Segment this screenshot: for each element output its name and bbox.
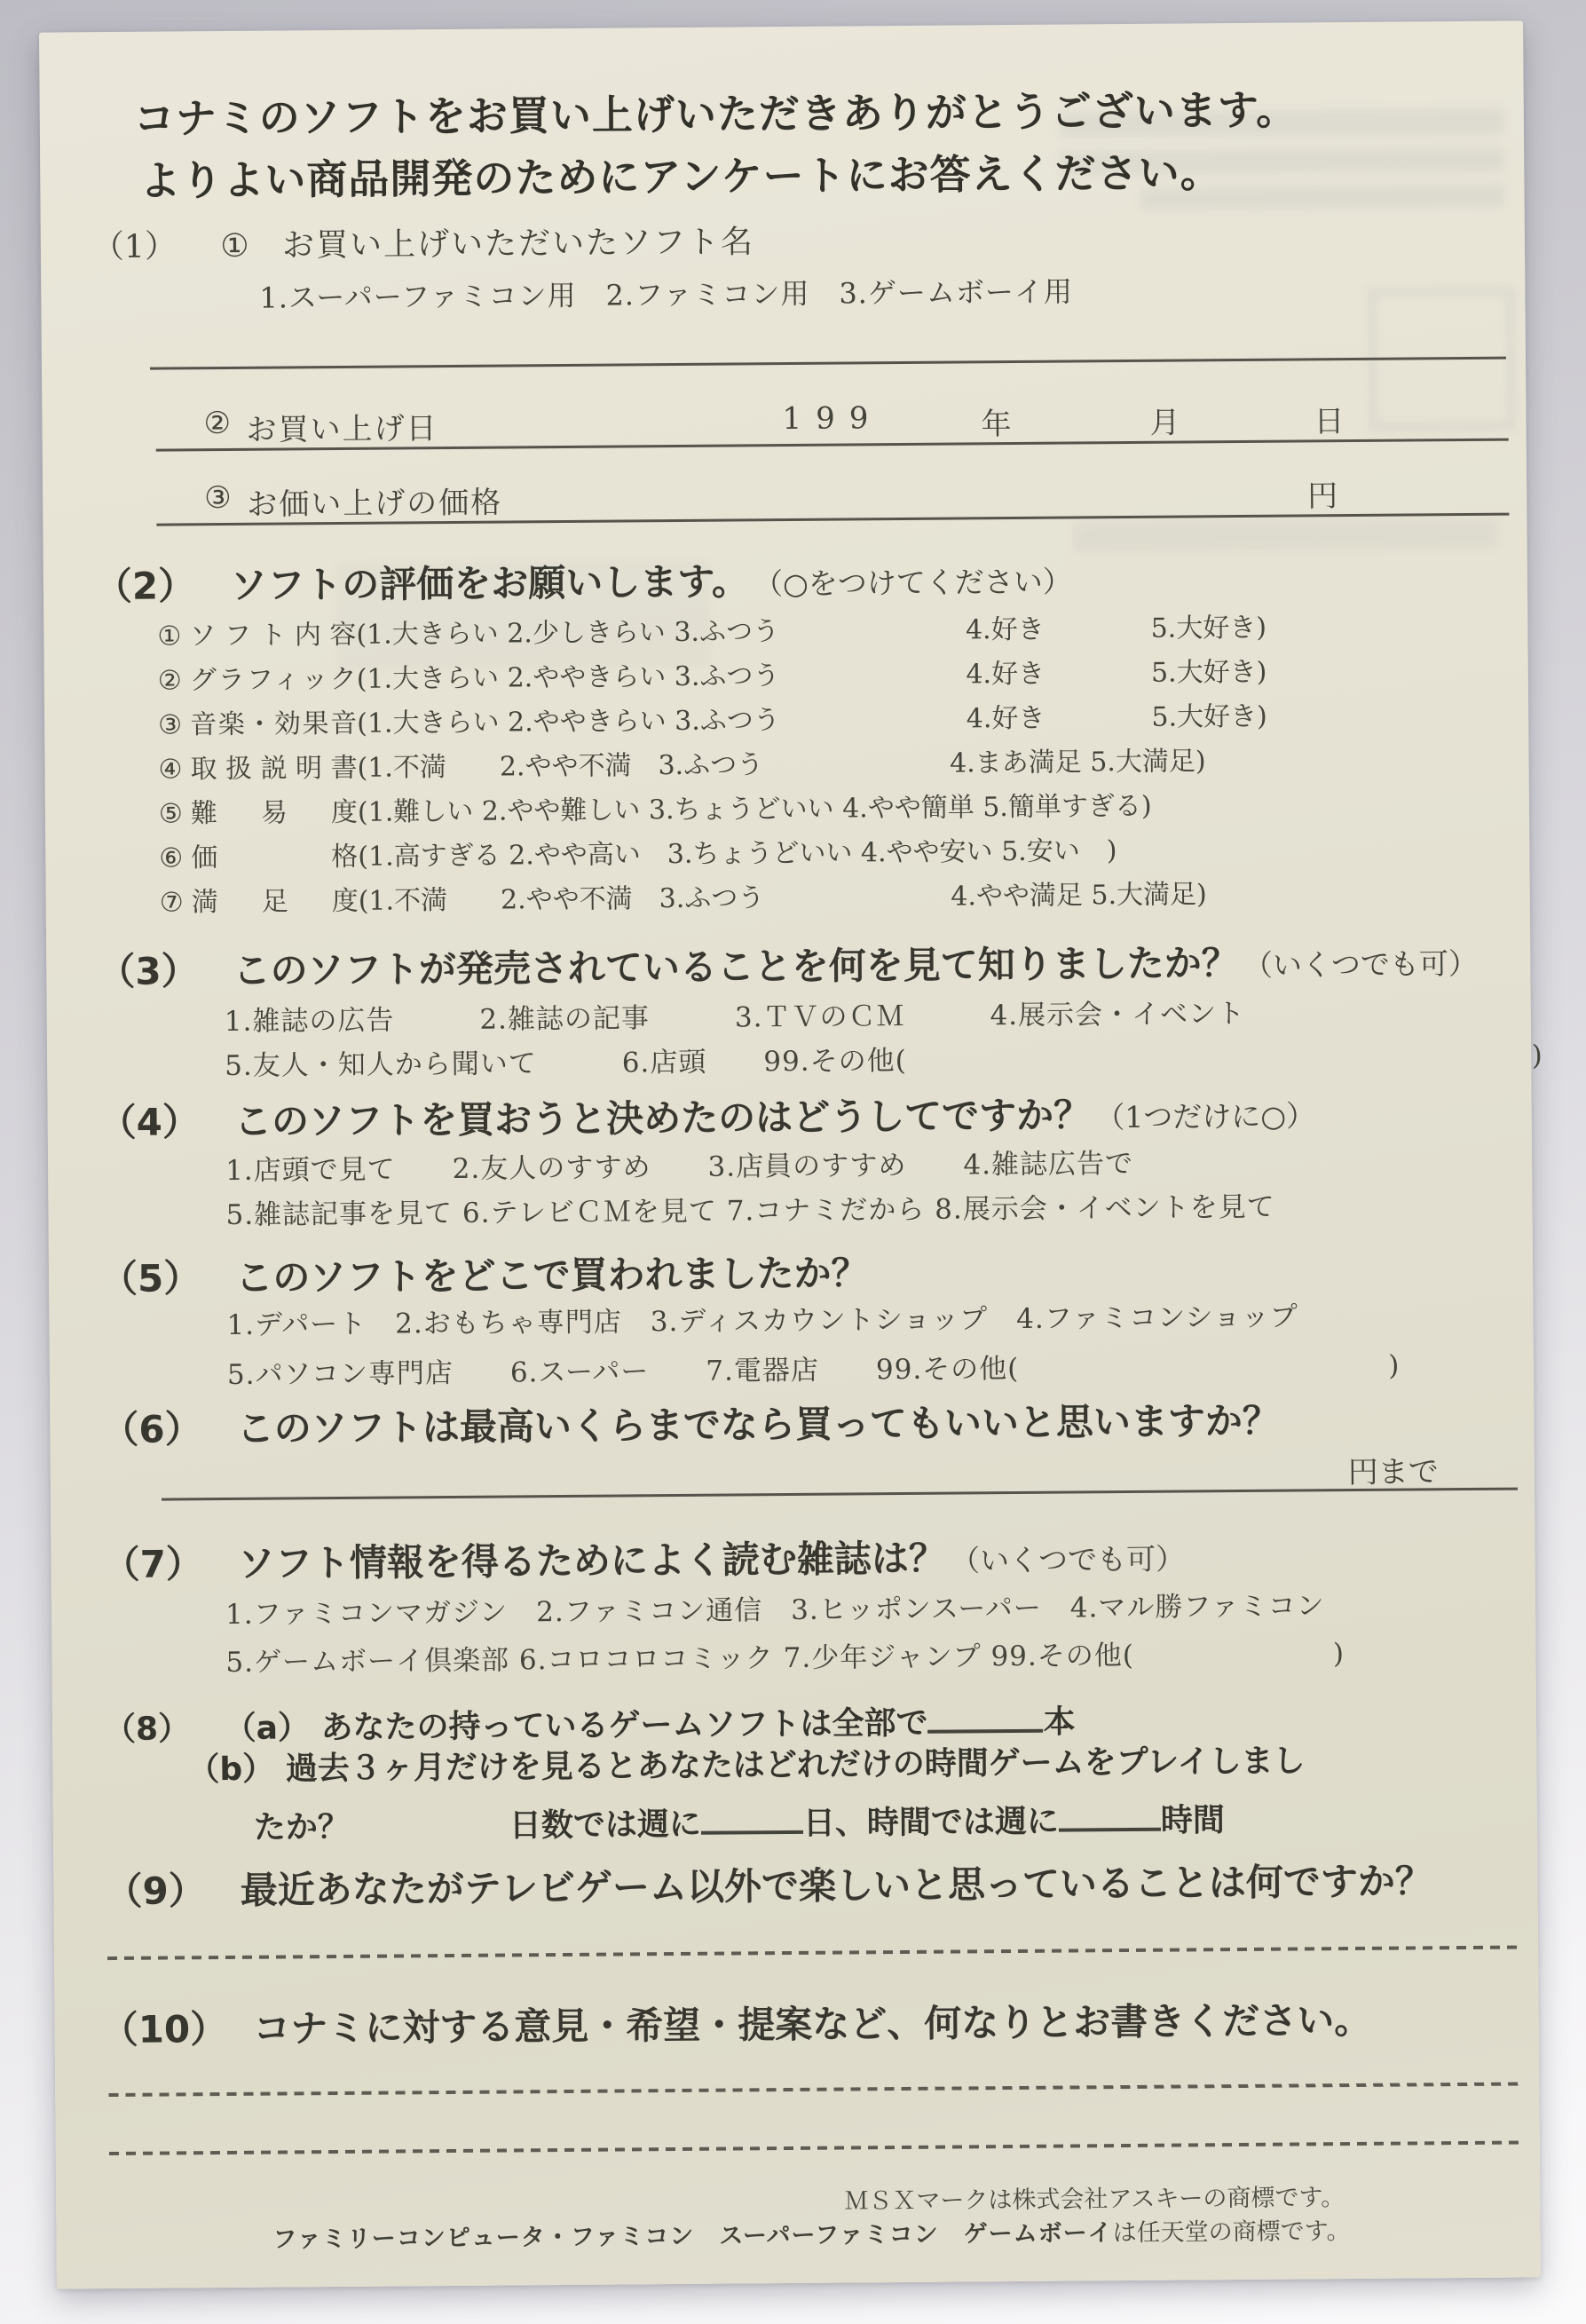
q6-title: このソフトは最高いくらまでなら買ってもいいと思いますか？ xyxy=(236,1398,1281,1451)
q2-label: （2） xyxy=(94,564,196,609)
q7-note: （いくつでも可） xyxy=(950,1541,1186,1578)
nintendo-trademark-text: は任天堂の商標です。 xyxy=(1112,2217,1351,2248)
q8b-hours-unit: 時間 xyxy=(1160,1802,1226,1839)
q4-title: このソフトを買おうと決めたのはどうしてですか？ xyxy=(233,1093,1092,1143)
rating-num: ④ xyxy=(158,754,183,786)
q1a-num: ① xyxy=(220,227,249,265)
rating-scale: (1.難しい 2.やや難しい 3.ちょうどいい 4.やや簡単 5.簡単すぎる) xyxy=(357,790,1152,828)
q8-label: （8） xyxy=(103,1711,191,1749)
rating-row xyxy=(160,872,1207,919)
question-4-header xyxy=(99,1084,1315,1147)
q1b-text: お買い上げ日 xyxy=(246,411,438,448)
rating-name: ソフト内容 xyxy=(189,619,357,652)
nintendo-logos-text: ファミリーコンピュータ・ファミコン スーパーファミコン ゲームボーイ xyxy=(272,2219,1113,2254)
q6-unit: 円まで xyxy=(1347,1454,1439,1491)
q8b-days-unit: 日、 xyxy=(802,1805,868,1842)
dashed-separator xyxy=(107,1946,1522,1961)
footer-trademark-msx: ＭＳＸマークは株式会社アスキーの商標です。 xyxy=(844,2184,1345,2216)
rating-num: ⑥ xyxy=(159,842,184,874)
rating-row xyxy=(158,694,1267,742)
q8b-prefix: （b） xyxy=(187,1751,275,1789)
rating-scale: (1.高すぎる 2.やや高い 3.ちょうどいい 4.やや安い 5.安い ) xyxy=(358,835,1117,873)
rating-row xyxy=(159,828,1117,874)
q1a-options: 1.スーパーファミコン用 2.ファミコン用 3.ゲームボーイ用 xyxy=(259,274,1074,315)
rating-num: ③ xyxy=(158,709,183,741)
q1c-unit: 円 xyxy=(1307,478,1338,515)
question-9-header xyxy=(105,1852,1432,1916)
question-8b-row2 xyxy=(254,1795,1225,1848)
showthrough-bar xyxy=(1072,518,1498,552)
q8a-prefix: （a） xyxy=(224,1710,311,1748)
title-line-1: コナミのソフトをお買い上げいただきありがとうございます。 xyxy=(133,85,1298,143)
rating-row xyxy=(158,650,1267,698)
blank-days-per-week xyxy=(701,1802,803,1835)
q1-label: （1） xyxy=(91,228,178,266)
q9-title: 最近あなたがテレビゲーム以外で楽しいと思っていることは何ですか？ xyxy=(240,1859,1433,1912)
rating-row xyxy=(157,605,1266,653)
q3-label: （3） xyxy=(98,949,199,994)
question-7-header xyxy=(102,1528,1185,1590)
q6-label: （6） xyxy=(101,1407,202,1452)
question-1-row xyxy=(92,217,754,267)
rating-num: ① xyxy=(157,621,182,652)
rating-row xyxy=(159,784,1152,831)
q1a-text: お買い上げいただいたソフト名 xyxy=(281,224,755,265)
write-line-software-name xyxy=(150,357,1506,370)
rating-row xyxy=(158,739,1205,786)
q1b-num: ② xyxy=(203,405,232,442)
question-8b-row1 xyxy=(187,1735,1305,1790)
q8a-unit: 本 xyxy=(1043,1703,1076,1741)
q8b-days-label: 日数では週に xyxy=(509,1806,702,1845)
question-3-header xyxy=(98,932,1478,996)
q1c-row xyxy=(43,470,1527,523)
q1c-text: お価い上げの価格 xyxy=(247,485,503,523)
q3-note: （いくつでも可） xyxy=(1243,945,1479,983)
q5-options-1: 1.デパート 2.おもちゃ専門店 3.ディスカウントショップ 4.ファミコンショップ xyxy=(226,1300,1298,1341)
q10-label: （10） xyxy=(100,2007,228,2052)
q1c-num: ③ xyxy=(204,479,232,517)
rating-num: ② xyxy=(157,665,182,697)
dashed-separator xyxy=(108,2083,1523,2098)
q4-note: （1つだけに○） xyxy=(1095,1098,1316,1135)
rating-scale: (1.大きらい 2.ややきらい 3.ふつう 4.好き 5.大好き) xyxy=(357,700,1267,739)
q4-label: （4） xyxy=(99,1100,201,1145)
q7-options-2: 5.ゲームボーイ倶楽部 6.コロコロコミック 7.少年ジャンプ 99.その他( ) xyxy=(225,1638,1345,1680)
question-6-header xyxy=(101,1392,1280,1454)
title-line-2: よりよい商品開発のためにアンケートにお答えください。 xyxy=(139,148,1222,205)
q1b-year-digits: 199 xyxy=(782,400,883,438)
question-2-header xyxy=(95,549,1072,611)
rating-name: 価 格 xyxy=(191,841,359,874)
q4-options-2: 5.雑誌記事を見て 6.テレビＣＭを見て 7.コナミだから 8.展示会・イベントを見て xyxy=(225,1190,1275,1231)
write-line-max-price xyxy=(162,1488,1518,1501)
blank-total-games xyxy=(927,1701,1043,1734)
rating-scale: (1.大きらい 2.少しきらい 3.ふつう 4.好き 5.大好き) xyxy=(356,612,1267,651)
q8b-hours-label: 時間では週に xyxy=(866,1803,1060,1842)
q5-title: このソフトをどこで買われましたか？ xyxy=(235,1251,869,1300)
q8a-text: あなたの持っているゲームソフトは全部で xyxy=(320,1704,928,1747)
q8b-lead: たか？ xyxy=(253,1808,351,1846)
q7-title: ソフト情報を得るためによく読む雑誌は？ xyxy=(237,1536,947,1585)
rating-name: 満 足 度 xyxy=(191,885,359,919)
q2-note: （○をつけてください） xyxy=(753,564,1072,602)
q10-title: コナミに対する意見・希望・提案など、何なりとお書きください。 xyxy=(253,1997,1372,2051)
rating-num: ⑤ xyxy=(158,798,184,830)
question-10-header xyxy=(100,1991,1371,2054)
rating-num: ⑦ xyxy=(159,887,184,919)
rating-name: 取扱説明書 xyxy=(190,752,358,786)
rating-scale: (1.大きらい 2.ややきらい 3.ふつう 4.好き 5.大好き) xyxy=(356,656,1267,695)
q3-title: このソフトが発売されていることを何を見て知りましたか？ xyxy=(233,941,1240,992)
q1b-row xyxy=(42,395,1526,448)
rating-name: グラフィック xyxy=(189,663,357,697)
rating-scale: (1.不満 2.やや不満 3.ふつう 4.まあ満足 5.大満足) xyxy=(357,746,1206,784)
q1b-month: 月 xyxy=(1149,405,1180,441)
q2-title: ソフトの評価をお願いします。 xyxy=(230,559,750,607)
q5-label: （5） xyxy=(99,1256,201,1301)
rating-name: 音楽・効果音 xyxy=(190,707,358,741)
q8b-line1: 過去３ヶ月だけを見るとあなたはどれだけの時間ゲームをプレイしまし xyxy=(285,1743,1306,1788)
question-5-header xyxy=(100,1244,869,1303)
q7-options-1: 1.ファミコンマガジン 2.ファミコン通信 3.ヒッポンスーパー 4.マル勝ファミコン xyxy=(225,1590,1325,1632)
q5-options-2: 5.パソコン専門店 6.スーパー 7.電器店 99.その他( ) xyxy=(226,1349,1401,1391)
rating-name: 難 易 度 xyxy=(190,796,359,830)
q4-options-1: 1.店頭で見て 2.友人のすすめ 3.店員のすすめ 4.雑誌広告で xyxy=(225,1147,1134,1187)
blank-hours-per-week xyxy=(1059,1799,1161,1832)
q7-label: （7） xyxy=(102,1542,204,1587)
q3-options-2: 5.友人・知人から聞いて 6.店頭 99.その他( ) xyxy=(225,1039,1543,1082)
spacer xyxy=(350,1837,509,1838)
q3-options-1: 1.雑誌の広告 2.雑誌の記事 3.ＴＶのＣＭ 4.展示会・イベント xyxy=(224,997,1246,1038)
rating-scale: (1.不満 2.やや不満 3.ふつう 4.やや満足 5.大満足) xyxy=(358,879,1207,917)
q9-label: （9） xyxy=(105,1869,206,1914)
dashed-separator xyxy=(109,2141,1524,2156)
survey-card xyxy=(39,20,1541,2288)
q1b-day: 日 xyxy=(1314,404,1345,440)
q1b-year: 年 xyxy=(981,407,1012,443)
